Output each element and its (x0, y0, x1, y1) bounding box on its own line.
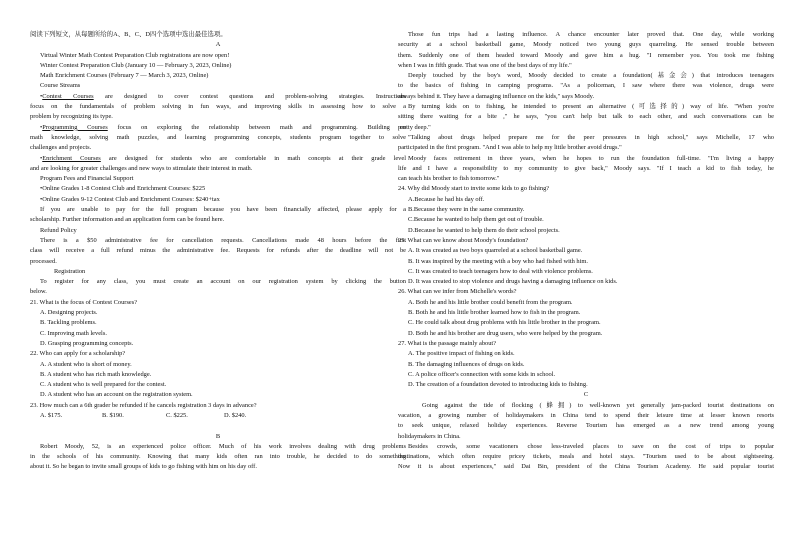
option: D. A student who has an account on the registration system. (40, 391, 193, 399)
option: D. The creation of a foundation devoted to introducing kids to fishing. (408, 381, 588, 389)
paragraph-line: Those fun trips had a lasting influence. A chance encounter later proved that. One day, while working (408, 31, 774, 38)
contest-courses-paragraph (30, 92, 406, 123)
paragraph-line: To register for any class, you must create an account on our registration system by clicking the button (40, 278, 406, 286)
paragraph-line: focus on the fundamentals of problem solving in fun ways, and improving skills in assessing how to solve a (30, 103, 406, 111)
course-name: Enrichment Courses (42, 154, 101, 162)
right-column (398, 30, 774, 473)
option: B. $190. (102, 411, 124, 419)
paragraph-line: about it. So he began to invite small groups of kids to go fishing with him on his day off. (30, 463, 257, 471)
paragraph-line: Deeply touched by the boy's word, Moody decided to create a foundation(基金会) that introduces teenagers (408, 72, 774, 80)
fee-line: •Online Grades 9-12 Contest Club and Enrichment Courses: $240+tax (40, 195, 220, 203)
paragraph-line: processed. (30, 257, 57, 265)
paragraph-line: to the basics of fishing in camping programs. "As a policeman, I saw where there was violence, drugs were (398, 82, 774, 90)
schedule-line: Winter Contest Preparation Club (January 10 — February 3, 2023, Online) (40, 61, 232, 69)
question-22: 22. Who can apply for a scholarship? (30, 350, 126, 358)
paragraph-line: in the schools of his community. Knowing that many kids often ran into trouble, he decided to do something (30, 453, 406, 461)
paragraph-line: and are looking for greater challenges and new ways to stimulate their interest in math. (30, 164, 253, 172)
instruction-text: 阅读下列短文，从每题所给的A、B、C、D四个选项中选出最佳选项。 (30, 31, 227, 38)
option: A. $175. (40, 411, 63, 419)
option: A. It was created as two boys quarreled at a school basketball game. (408, 247, 583, 255)
option: A.Because he had his day off. (408, 195, 485, 203)
option: D.Because he wanted to help them do their school projects. (408, 226, 560, 234)
section-heading: Registration (54, 267, 86, 275)
paragraph-line: destinations, which often require pricey tickets, meals and hotel stays. "Tourism used to be about sightseeing. (398, 453, 774, 461)
paragraph-line: participated in the first program. "And I was able to help my little brother avoid drugs." (398, 144, 622, 152)
question-26: 26. What can we infer from Michelle's words? (398, 288, 517, 296)
option: D. Both he and his brother are drug users, who were helped by the program. (408, 329, 603, 337)
paragraph-line: always behind it. They have a damaging influence on the kids," says Moody. (398, 92, 595, 100)
section-heading: Course Streams (40, 82, 81, 90)
left-column (30, 30, 406, 473)
course-name: Contest Courses (42, 92, 94, 100)
paragraph-line: pretty deep." (398, 123, 431, 131)
option: C. He could talk about drug problems with his little brother in the program. (408, 319, 601, 327)
enrichment-courses-paragraph (30, 154, 406, 175)
passage-b-intro (30, 442, 406, 473)
passage-b-label: B (215, 432, 221, 440)
paragraph-line: scholarship. Further information and an application form can be found here. (30, 216, 225, 224)
section-heading: Refund Policy (40, 226, 77, 234)
option: C. Improving math levels. (40, 329, 107, 337)
passage-c-paragraph (398, 401, 774, 442)
question-21: 21. What is the focus of Contest Courses? (30, 298, 138, 306)
passage-a-title: Virtual Winter Math Contest Preparation Club registrations are now open! (40, 51, 230, 59)
paragraph-line: security at a school basketball game, Moody noticed two young guys quarreling. He sensed trouble between (398, 41, 774, 49)
paragraph-line: when I was in fifth grade. That was one of the best days of my life." (398, 61, 572, 69)
option: A. A student who is short of money. (40, 360, 132, 368)
schedule-line: Math Enrichment Courses (February 7 — March 3, 2023, Online) (40, 72, 209, 80)
option: A. Designing projects. (40, 309, 98, 317)
question-25: 25. What can we know about Moody's foundation? (398, 236, 529, 244)
question-27: 27. What is the passage mainly about? (398, 339, 497, 347)
option: A. Both he and his little brother could benefit from the program. (408, 298, 573, 306)
paragraph-line: can teach his brother to fish tomorrow." (398, 175, 500, 183)
paragraph-line: If you are unable to pay for the full program because you have been financially affected, please apply for a (40, 206, 406, 214)
paragraph-line: "Talking about drugs helped prepare me for the peer pressures in high school," says Michelle, 17 who (408, 133, 774, 141)
option: B. Tackling problems. (40, 319, 97, 327)
paragraph-line: •Contest Courses are designed to cover contest questions and problem-solving strategies. Instructions (40, 92, 406, 100)
paragraph-line: Besides crowds, some vacationers chose less-traveled places to save on the cost of trips to popular (408, 442, 774, 450)
option: C. A police officer's connection with some kids in school. (408, 370, 556, 378)
option: D. Grasping programming concepts. (40, 339, 134, 347)
paragraph-line: them. Suddenly one of them headed toward Moody and gave him a hug. "I remember you. You took me fishing (398, 51, 774, 59)
option: A. The positive impact of fishing on kids. (408, 350, 515, 358)
option: B. A student who has rich math knowledge. (40, 370, 152, 378)
option: C. It was created to teach teenagers how to deal with violence problems. (408, 267, 593, 275)
course-name: Programming Courses (42, 123, 108, 131)
paragraph-line: sitting there waiting for a bite ," he says, "you can't help but talk to each other, and such conversations can be (398, 113, 774, 121)
option: B. Both he and his little brother learned how to fish in the program. (408, 309, 581, 317)
paragraph-line: holidaymakers in China. (398, 432, 461, 440)
paragraph-line: math knowledge, solving math puzzles, and learning programming concepts, students program together to solve (30, 133, 406, 141)
option: B. The damaging influences of drugs on kids. (408, 360, 525, 368)
question-23: 23. How much can a 6th grader be refunded if he cancels registration 3 days in advance? (30, 401, 257, 409)
paragraph-line: By turning kids on to fishing, he intended to present an alternative (可选择的) way of life. "When you're (408, 103, 774, 111)
option: C.Because he wanted to help them get out of trouble. (408, 216, 544, 224)
paragraph-line: •Programming Courses focus on exploring the relationship between math and programming. Building on (40, 123, 406, 131)
option: B.Because they were in the same community. (408, 206, 525, 214)
question-24: 24. Why did Moody start to invite some kids to go fishing? (398, 185, 550, 193)
paragraph-line: challenges and projects. (30, 144, 92, 152)
passage-b-paragraph (398, 133, 774, 154)
paragraph-line: Moody faces retirement in three years, when he hopes to run the foundation full-time. "I'm living a happy (408, 154, 774, 162)
section-heading: Program Fees and Financial Support (40, 175, 134, 183)
paragraph-line: Now it is about experiences," said Dai Bin, president of the China Tourism Academy. He said popular tourist (398, 463, 774, 471)
paragraph-line: •Enrichment Courses are designed for students who are comfortable in math concepts at their grade level (40, 154, 406, 162)
passage-a-label: A (215, 41, 221, 49)
fee-line: •Online Grades 1-8 Contest Club and Enrichment Courses: $225 (40, 185, 206, 193)
paragraph-line: There is a $50 administrative fee for cancellation requests. Cancellations made 48 hours before the first (40, 236, 406, 244)
paragraph-line: Robert Moody, 52, is an experienced police officer. Much of his work involves dealing with drug problems (40, 442, 406, 450)
passage-b-paragraph (398, 71, 774, 102)
programming-courses-paragraph (30, 123, 406, 154)
option: C. $225. (166, 411, 188, 419)
option: C. A student who is well prepared for the contest. (40, 381, 167, 389)
passage-c-label: C (583, 391, 589, 399)
passage-c-paragraph (398, 442, 774, 473)
paragraph-line: vacation, a growing number of holidaymakers in China tend to spend their leisure time at lesser known resorts (398, 411, 774, 419)
option: D. It was created to stop violence and drugs having a damaging influence on kids. (408, 278, 618, 286)
passage-b-paragraph (398, 102, 774, 133)
options-row (30, 411, 406, 421)
registration-paragraph (30, 277, 406, 298)
paragraph-line: below. (30, 288, 47, 296)
refund-paragraph (30, 236, 406, 267)
paragraph-line: to seek unique, relaxed holiday experiences. Reverse Tourism has emerged as a new trend among young (398, 422, 774, 430)
passage-b-paragraph (398, 30, 774, 71)
paragraph-line: life and I have a responsibility to my community to give back," Moody says. "If I teach a kid to fish today, he (398, 164, 774, 172)
paragraph-line: class will receive a full refund minus the administrative fee. Requests for refunds after the deadline will not be (30, 247, 406, 255)
passage-b-paragraph (398, 154, 774, 185)
financial-support-paragraph (30, 205, 406, 226)
option: D. $240. (224, 411, 247, 419)
option: B. It was inspired by the meeting with a boy who had fished with him. (408, 257, 588, 265)
paragraph-line: problem by recognizing its type. (30, 113, 113, 121)
paragraph-line: Going against the tide of flocking (蜂拥) to well-known yet generally jam-packed tourist destinations on (422, 401, 774, 409)
